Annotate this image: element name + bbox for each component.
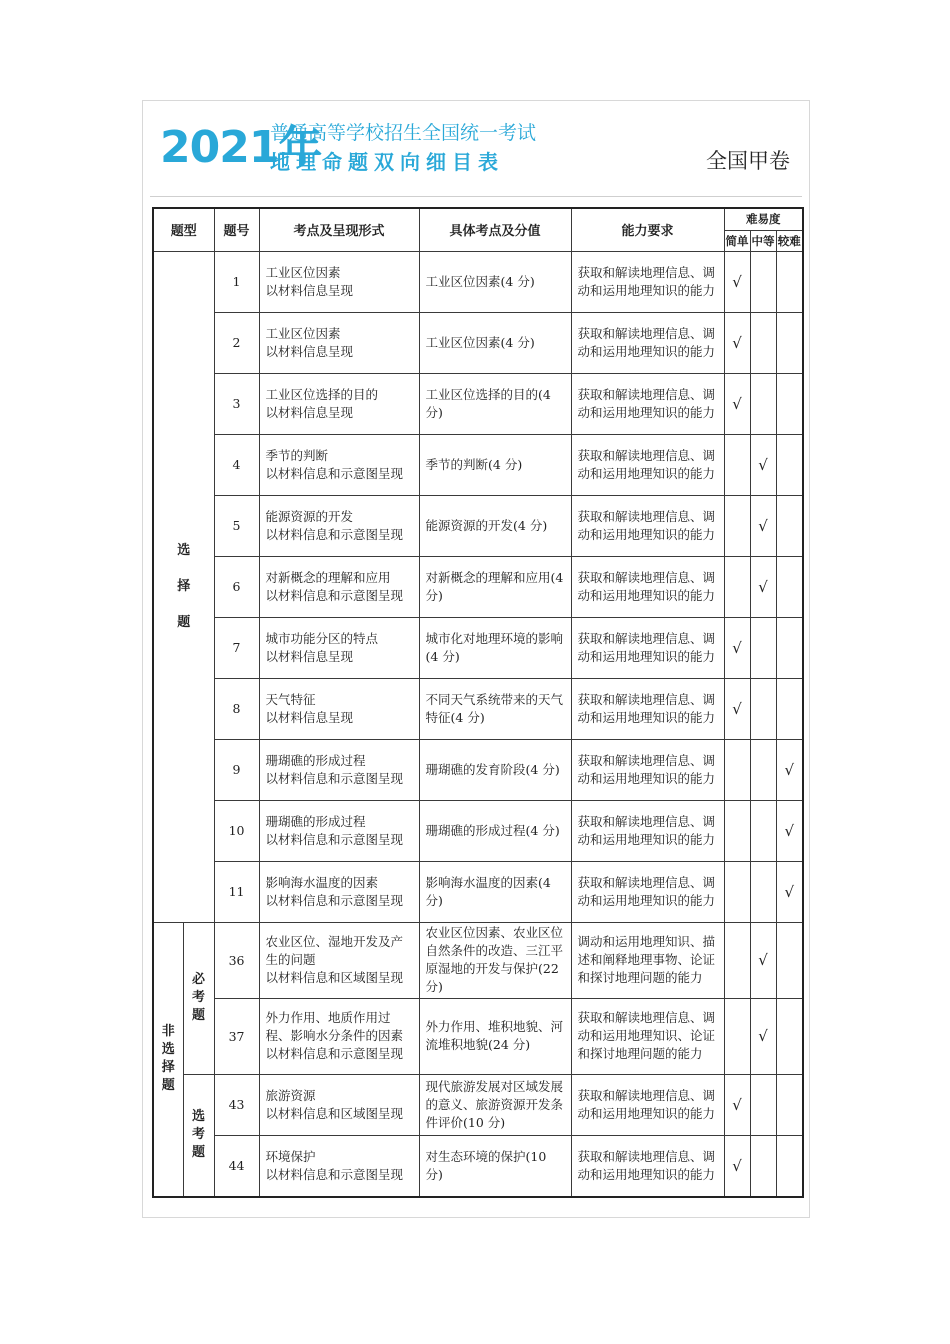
difficulty-medium-mark: √ bbox=[750, 556, 776, 617]
ability-requirement: 获取和解读地理信息、调动和运用地理知识的能力 bbox=[571, 495, 724, 556]
detail-score: 工业区位因素(4 分) bbox=[419, 251, 571, 312]
table-row bbox=[153, 1074, 803, 1135]
difficulty-medium-mark bbox=[750, 800, 776, 861]
col-header-medium: 中等 bbox=[750, 230, 776, 251]
exam-point: 珊瑚礁的形成过程 以材料信息和示意图呈现 bbox=[259, 739, 419, 800]
table-row bbox=[153, 434, 803, 495]
col-header-detail: 具体考点及分值 bbox=[419, 208, 571, 251]
col-header-easy: 简单 bbox=[724, 230, 750, 251]
question-number: 4 bbox=[214, 434, 259, 495]
exam-point: 环境保护 以材料信息和示意图呈现 bbox=[259, 1135, 419, 1197]
table-row bbox=[153, 678, 803, 739]
ability-requirement: 获取和解读地理信息、调动和运用地理知识的能力 bbox=[571, 861, 724, 922]
exam-point: 能源资源的开发 以材料信息和示意图呈现 bbox=[259, 495, 419, 556]
detail-score: 不同天气系统带来的天气特征(4 分) bbox=[419, 678, 571, 739]
table-row bbox=[153, 617, 803, 678]
detail-score: 工业区位因素(4 分) bbox=[419, 312, 571, 373]
ability-requirement: 获取和解读地理信息、调动和运用地理知识的能力 bbox=[571, 1135, 724, 1197]
header-paper-name: 全国甲卷 bbox=[706, 149, 790, 173]
ability-requirement: 获取和解读地理信息、调动和运用地理知识的能力 bbox=[571, 678, 724, 739]
difficulty-hard-mark bbox=[776, 998, 803, 1074]
exam-point: 季节的判断 以材料信息和示意图呈现 bbox=[259, 434, 419, 495]
difficulty-easy-mark bbox=[724, 998, 750, 1074]
difficulty-hard-mark: √ bbox=[776, 739, 803, 800]
exam-point: 对新概念的理解和应用 以材料信息和示意图呈现 bbox=[259, 556, 419, 617]
difficulty-easy-mark: √ bbox=[724, 312, 750, 373]
difficulty-medium-mark: √ bbox=[750, 922, 776, 998]
ability-requirement: 获取和解读地理信息、调动和运用地理知识的能力 bbox=[571, 556, 724, 617]
exam-point: 城市功能分区的特点 以材料信息呈现 bbox=[259, 617, 419, 678]
table-body bbox=[153, 251, 803, 1197]
difficulty-medium-mark bbox=[750, 678, 776, 739]
difficulty-easy-mark bbox=[724, 861, 750, 922]
question-number: 37 bbox=[214, 998, 259, 1074]
question-number: 6 bbox=[214, 556, 259, 617]
col-header-hard: 较难 bbox=[776, 230, 803, 251]
table-row bbox=[153, 495, 803, 556]
header-table-title: 地理命题双向细目表 bbox=[270, 150, 504, 174]
difficulty-medium-mark bbox=[750, 617, 776, 678]
header-year: 2021年 bbox=[160, 122, 322, 173]
ability-requirement: 获取和解读地理信息、调动和运用地理知识、论证和探讨地理问题的能力 bbox=[571, 998, 724, 1074]
table-row bbox=[153, 922, 803, 998]
difficulty-medium-mark: √ bbox=[750, 998, 776, 1074]
detail-score: 城市化对地理环境的影响(4 分) bbox=[419, 617, 571, 678]
detail-score: 农业区位因素、农业区位自然条件的改造、三江平原湿地的开发与保护(22 分) bbox=[419, 922, 571, 998]
question-number: 9 bbox=[214, 739, 259, 800]
col-header-type: 题型 bbox=[153, 208, 214, 251]
difficulty-hard-mark bbox=[776, 1135, 803, 1197]
difficulty-medium-mark bbox=[750, 1135, 776, 1197]
ability-requirement: 获取和解读地理信息、调动和运用地理知识的能力 bbox=[571, 739, 724, 800]
exam-point: 农业区位、湿地开发及产生的问题 以材料信息和区域图呈现 bbox=[259, 922, 419, 998]
difficulty-hard-mark bbox=[776, 922, 803, 998]
difficulty-hard-mark bbox=[776, 1074, 803, 1135]
difficulty-hard-mark bbox=[776, 373, 803, 434]
difficulty-hard-mark: √ bbox=[776, 800, 803, 861]
question-number: 36 bbox=[214, 922, 259, 998]
detail-score: 珊瑚礁的形成过程(4 分) bbox=[419, 800, 571, 861]
difficulty-hard-mark bbox=[776, 556, 803, 617]
ability-requirement: 获取和解读地理信息、调动和运用地理知识的能力 bbox=[571, 1074, 724, 1135]
group-required: 必 考 题 bbox=[183, 922, 214, 1074]
question-number: 11 bbox=[214, 861, 259, 922]
group-optional: 选 考 题 bbox=[183, 1074, 214, 1197]
exam-point: 工业区位选择的目的 以材料信息呈现 bbox=[259, 373, 419, 434]
table-row bbox=[153, 800, 803, 861]
table-row bbox=[153, 373, 803, 434]
table-row bbox=[153, 312, 803, 373]
question-number: 2 bbox=[214, 312, 259, 373]
table-row bbox=[153, 998, 803, 1074]
detail-score: 外力作用、堆积地貌、河流堆积地貌(24 分) bbox=[419, 998, 571, 1074]
ability-requirement: 调动和运用地理知识、描述和阐释地理事物、论证和探讨地理问题的能力 bbox=[571, 922, 724, 998]
difficulty-hard-mark: √ bbox=[776, 861, 803, 922]
difficulty-hard-mark bbox=[776, 312, 803, 373]
ability-requirement: 获取和解读地理信息、调动和运用地理知识的能力 bbox=[571, 800, 724, 861]
difficulty-easy-mark: √ bbox=[724, 373, 750, 434]
table-row bbox=[153, 861, 803, 922]
question-number: 43 bbox=[214, 1074, 259, 1135]
difficulty-easy-mark bbox=[724, 434, 750, 495]
exam-point: 影响海水温度的因素 以材料信息和示意图呈现 bbox=[259, 861, 419, 922]
question-number: 44 bbox=[214, 1135, 259, 1197]
detail-score: 珊瑚礁的发育阶段(4 分) bbox=[419, 739, 571, 800]
ability-requirement: 获取和解读地理信息、调动和运用地理知识的能力 bbox=[571, 251, 724, 312]
difficulty-hard-mark bbox=[776, 678, 803, 739]
header-exam-title: 普通高等学校招生全国统一考试 bbox=[270, 122, 537, 144]
difficulty-medium-mark: √ bbox=[750, 495, 776, 556]
table-row bbox=[153, 556, 803, 617]
question-number: 3 bbox=[214, 373, 259, 434]
difficulty-medium-mark bbox=[750, 312, 776, 373]
difficulty-hard-mark bbox=[776, 617, 803, 678]
difficulty-medium-mark bbox=[750, 373, 776, 434]
difficulty-easy-mark bbox=[724, 800, 750, 861]
difficulty-easy-mark bbox=[724, 922, 750, 998]
exam-point: 外力作用、地质作用过程、影响水分条件的因素 以材料信息和示意图呈现 bbox=[259, 998, 419, 1074]
col-header-ability: 能力要求 bbox=[571, 208, 724, 251]
detail-score: 对新概念的理解和应用(4 分) bbox=[419, 556, 571, 617]
detail-score: 影响海水温度的因素(4 分) bbox=[419, 861, 571, 922]
question-number: 5 bbox=[214, 495, 259, 556]
difficulty-easy-mark: √ bbox=[724, 1135, 750, 1197]
ability-requirement: 获取和解读地理信息、调动和运用地理知识的能力 bbox=[571, 373, 724, 434]
table-row bbox=[153, 739, 803, 800]
exam-point: 珊瑚礁的形成过程 以材料信息和示意图呈现 bbox=[259, 800, 419, 861]
difficulty-easy-mark: √ bbox=[724, 1074, 750, 1135]
ability-requirement: 获取和解读地理信息、调动和运用地理知识的能力 bbox=[571, 312, 724, 373]
spec-table bbox=[152, 207, 804, 1198]
exam-point: 工业区位因素 以材料信息呈现 bbox=[259, 251, 419, 312]
table-row bbox=[153, 251, 803, 312]
difficulty-medium-mark bbox=[750, 1074, 776, 1135]
difficulty-easy-mark bbox=[724, 556, 750, 617]
difficulty-medium-mark bbox=[750, 861, 776, 922]
difficulty-easy-mark: √ bbox=[724, 617, 750, 678]
table-row bbox=[153, 1135, 803, 1197]
difficulty-easy-mark bbox=[724, 739, 750, 800]
difficulty-easy-mark: √ bbox=[724, 251, 750, 312]
group-nonchoice: 非 选 择 题 bbox=[153, 922, 183, 1197]
exam-point: 旅游资源 以材料信息和区域图呈现 bbox=[259, 1074, 419, 1135]
col-header-difficulty: 难易度 bbox=[724, 208, 803, 230]
difficulty-easy-mark: √ bbox=[724, 678, 750, 739]
difficulty-hard-mark bbox=[776, 251, 803, 312]
difficulty-easy-mark bbox=[724, 495, 750, 556]
detail-score: 对生态环境的保护(10 分) bbox=[419, 1135, 571, 1197]
question-number: 10 bbox=[214, 800, 259, 861]
question-number: 1 bbox=[214, 251, 259, 312]
detail-score: 季节的判断(4 分) bbox=[419, 434, 571, 495]
ability-requirement: 获取和解读地理信息、调动和运用地理知识的能力 bbox=[571, 434, 724, 495]
question-number: 8 bbox=[214, 678, 259, 739]
difficulty-medium-mark bbox=[750, 739, 776, 800]
detail-score: 工业区位选择的目的(4 分) bbox=[419, 373, 571, 434]
header-divider bbox=[150, 196, 802, 197]
question-number: 7 bbox=[214, 617, 259, 678]
difficulty-hard-mark bbox=[776, 495, 803, 556]
difficulty-medium-mark: √ bbox=[750, 434, 776, 495]
detail-score: 现代旅游发展对区域发展的意义、旅游资源开发条件评价(10 分) bbox=[419, 1074, 571, 1135]
difficulty-medium-mark bbox=[750, 251, 776, 312]
exam-point: 天气特征 以材料信息呈现 bbox=[259, 678, 419, 739]
exam-point: 工业区位因素 以材料信息呈现 bbox=[259, 312, 419, 373]
group-choice: 选 择 题 bbox=[153, 251, 214, 922]
detail-score: 能源资源的开发(4 分) bbox=[419, 495, 571, 556]
ability-requirement: 获取和解读地理信息、调动和运用地理知识的能力 bbox=[571, 617, 724, 678]
col-header-num: 题号 bbox=[214, 208, 259, 251]
col-header-point: 考点及呈现形式 bbox=[259, 208, 419, 251]
difficulty-hard-mark bbox=[776, 434, 803, 495]
